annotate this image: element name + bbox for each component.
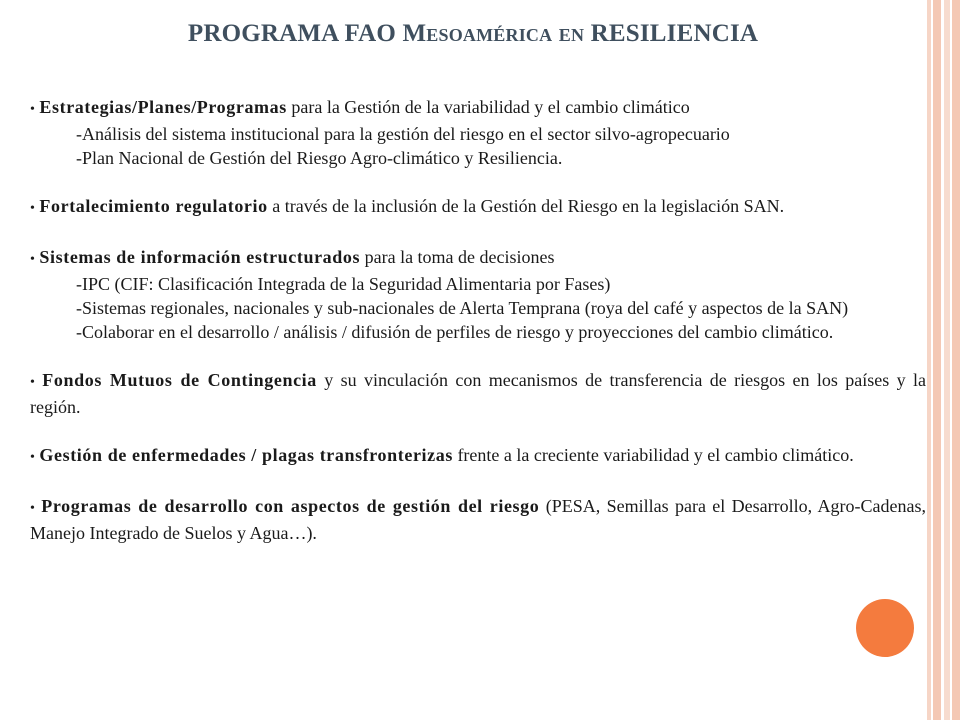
bullet-list xyxy=(30,95,926,545)
bullet-icon: • xyxy=(30,375,35,390)
bullet-icon: • xyxy=(30,450,35,465)
sub-item: -Sistemas regionales, nacionales y sub-nacionales de Alerta Temprana (roya del café y aspectos de la SAN) xyxy=(76,298,849,318)
bullet-item xyxy=(30,95,926,122)
title-part-a: PROGRAMA FAO xyxy=(187,20,403,47)
bullet-text: a través de la inclusión de la Gestión del Riesgo en la legislación SAN. xyxy=(267,196,785,216)
sub-item: -Plan Nacional de Gestión del Riesgo Agro-climático y Resiliencia. xyxy=(76,148,563,168)
bullet-text: para la toma de decisiones xyxy=(360,247,555,267)
slide-title xyxy=(0,20,946,48)
bullet-bold: Estrategias/Planes/Programas xyxy=(39,97,287,117)
bullet-bold: Fondos Mutuos de Contingencia xyxy=(42,370,317,390)
bullet-icon: • xyxy=(30,201,35,216)
bullet-icon: • xyxy=(30,102,35,117)
sub-item: -IPC (CIF: Clasificación Integrada de la Seguridad Alimentaria por Fases) xyxy=(76,274,611,294)
bullet-text: y su vinculación con mecanismos de transferencia de riesgos en los países y la región. xyxy=(30,370,927,417)
sub-item: -Colaborar en el desarrollo / análisis / difusión de perfiles de riesgo y proyecciones del cambio climático. xyxy=(76,322,834,342)
decorative-circle-icon xyxy=(856,599,914,657)
decorative-stripes xyxy=(924,0,960,720)
bullet-bold: Sistemas de información estructurados xyxy=(39,247,361,267)
bullet-icon: • xyxy=(30,252,35,267)
bullet-item xyxy=(30,494,926,545)
title-part-c: RESILIENCIA xyxy=(584,20,759,47)
sub-item: -Análisis del sistema institucional para la gestión del riesgo en el sector silvo-agropecuario xyxy=(76,124,730,144)
bullet-bold: Fortalecimiento regulatorio xyxy=(39,196,268,216)
bullet-item xyxy=(30,368,926,419)
bullet-item xyxy=(30,245,926,272)
bullet-item xyxy=(30,194,926,221)
bullet-text: para la Gestión de la variabilidad y el cambio climático xyxy=(286,97,690,117)
bullet-text: (PESA, Semillas para el Desarrollo, Agro-Cadenas, Manejo Integrado de Suelos y Agua…). xyxy=(30,496,926,543)
bullet-item xyxy=(30,443,926,470)
bullet-bold: Gestión de enfermedades / plagas transfronterizas xyxy=(39,445,453,465)
bullet-icon: • xyxy=(30,501,35,516)
bullet-bold: Programas de desarrollo con aspectos de gestión del riesgo xyxy=(41,496,540,516)
bullet-text: frente a la creciente variabilidad y el cambio climático. xyxy=(452,445,854,465)
title-part-b: Mesoamérica en xyxy=(402,20,585,47)
